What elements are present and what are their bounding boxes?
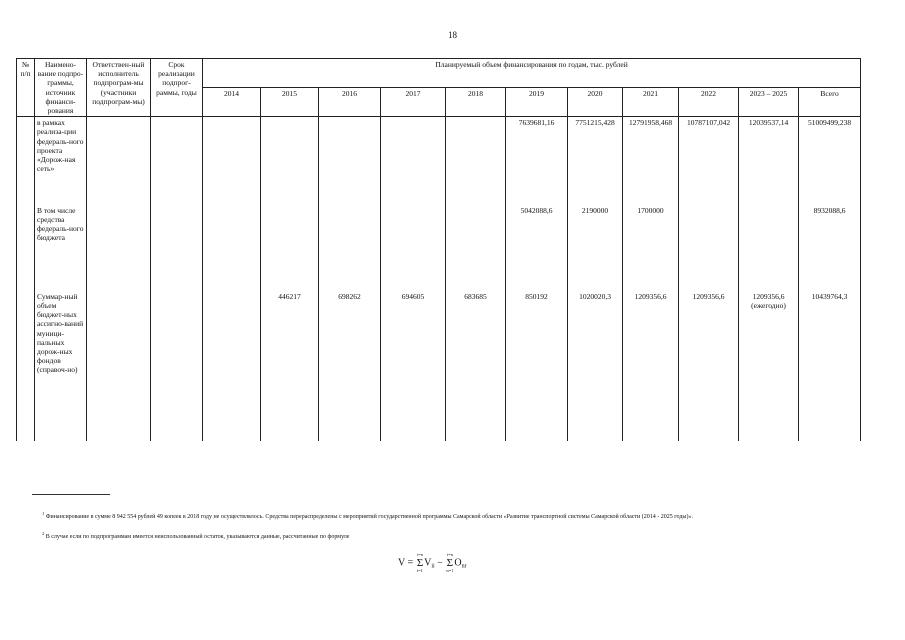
cell-executor [87, 117, 151, 205]
cell-value [319, 117, 381, 205]
cell-value: 7639681,16 [506, 117, 568, 205]
cell-value: 7751215,428 [568, 117, 623, 205]
table-row [17, 205, 861, 291]
header-year: 2018 [446, 88, 506, 117]
funding-table [16, 58, 861, 441]
sum2-top: i=n [446, 552, 453, 557]
cell-value [203, 291, 261, 441]
cell-value [446, 205, 506, 291]
header-name: Наимено-вание подпро-граммы, источник финанси-рования [35, 59, 87, 117]
cell-value [319, 205, 381, 291]
cell-value: 683685 [446, 291, 506, 441]
funding-table-wrapper [16, 58, 860, 441]
header-year: 2021 [623, 88, 679, 117]
cell-name: В том числе средства федераль-ного бюджета [35, 205, 87, 291]
header-year: 2017 [381, 88, 446, 117]
header-year: 2019 [506, 88, 568, 117]
cell-period [151, 291, 203, 441]
cell-value: 1209356,6 [623, 291, 679, 441]
table-row [17, 117, 861, 205]
cell-executor [87, 291, 151, 441]
cell-name: в рамках реализа-ции федераль-ного проекта «Дорож-ная сеть» [35, 117, 87, 205]
footnote-separator [32, 494, 110, 495]
page-number: 18 [448, 30, 457, 40]
cell-executor [87, 205, 151, 291]
sum1-bottom: i=1 [416, 568, 423, 573]
cell-value: 5042088,6 [506, 205, 568, 291]
header-year: 2014 [203, 88, 261, 117]
term2-sub: nr [461, 563, 467, 570]
header-num: № п/п [17, 59, 35, 117]
cell-num [17, 117, 35, 205]
header-year: 2015 [261, 88, 319, 117]
cell-value: 446217 [261, 291, 319, 441]
header-year: Всего [799, 88, 861, 117]
cell-period [151, 117, 203, 205]
cell-value: 12791958,468 [623, 117, 679, 205]
cell-name: Суммар-ный объем бюджет-ных ассигно-ваний муници-пальных дорож-ных фондов (справоч-но) [35, 291, 87, 441]
header-period: Срок реализации подпрог-раммы, годы [151, 59, 203, 117]
cell-value: 1209356,6 (ежегодно) [739, 291, 799, 441]
cell-num [17, 205, 35, 291]
cell-value [446, 117, 506, 205]
cell-value: 2190000 [568, 205, 623, 291]
sum-symbol-2 [446, 552, 453, 574]
cell-num [17, 291, 35, 441]
header-year: 2020 [568, 88, 623, 117]
header-year: 2016 [319, 88, 381, 117]
cell-value [381, 117, 446, 205]
formula-lhs: V = [398, 557, 414, 569]
term1-sub: ii [431, 563, 435, 570]
footnote-2 [32, 530, 852, 541]
cell-value: 694605 [381, 291, 446, 441]
cell-value: 850192 [506, 291, 568, 441]
cell-value: 1020020,3 [568, 291, 623, 441]
footnote-1-text: Финансирование в сумме 8 942 554 рублей 49 копеек в 2018 году не осуществлялось. Средства перераспределены с мероприятий государственной программы Самарской области «Развитие транспортной системы Самарской области (2014 - 2025 годы)». [45, 514, 693, 520]
footnote-1-mark: 1 [42, 511, 45, 516]
header-executor: Ответствен-ный исполнитель подпрограм-мы (участники подпрограм-мы) [87, 59, 151, 117]
cell-value [203, 117, 261, 205]
cell-value: 12039537,14 [739, 117, 799, 205]
footnote-2-mark: 2 [42, 531, 45, 536]
sum2-bottom: n=1 [446, 568, 454, 573]
sum1-top: i=n [416, 552, 423, 557]
cell-value [203, 205, 261, 291]
cell-value [679, 205, 739, 291]
footnote-2-text: В случае если по подпрограммам имеется неиспользованный остаток, указываются данные, рассчитанные по формуле [45, 534, 350, 540]
cell-value: 51009499,238 [799, 117, 861, 205]
cell-value [381, 205, 446, 291]
cell-period [151, 205, 203, 291]
table-row [17, 291, 861, 441]
header-year: 2022 [679, 88, 739, 117]
cell-value [261, 205, 319, 291]
sigma-glyph-1: Σ [416, 557, 424, 569]
header-year: 2023 – 2025 [739, 88, 799, 117]
footnote-1 [32, 510, 852, 521]
minus-sign: − [437, 557, 443, 569]
cell-value: 698262 [319, 291, 381, 441]
cell-value: 10787107,042 [679, 117, 739, 205]
cell-value [261, 117, 319, 205]
term2: O [454, 557, 462, 569]
sigma-glyph-2: Σ [446, 557, 454, 569]
sum-symbol-1 [417, 552, 423, 574]
cell-value: 1209356,6 [679, 291, 739, 441]
cell-value [739, 205, 799, 291]
cell-value: 1700000 [623, 205, 679, 291]
header-funding-group: Планируемый объем финансирования по годам, тыс. рублей [203, 59, 861, 88]
cell-value: 10439764,3 [799, 291, 861, 441]
cell-value: 8932088,6 [799, 205, 861, 291]
formula [398, 552, 467, 574]
term1: V [424, 557, 432, 569]
